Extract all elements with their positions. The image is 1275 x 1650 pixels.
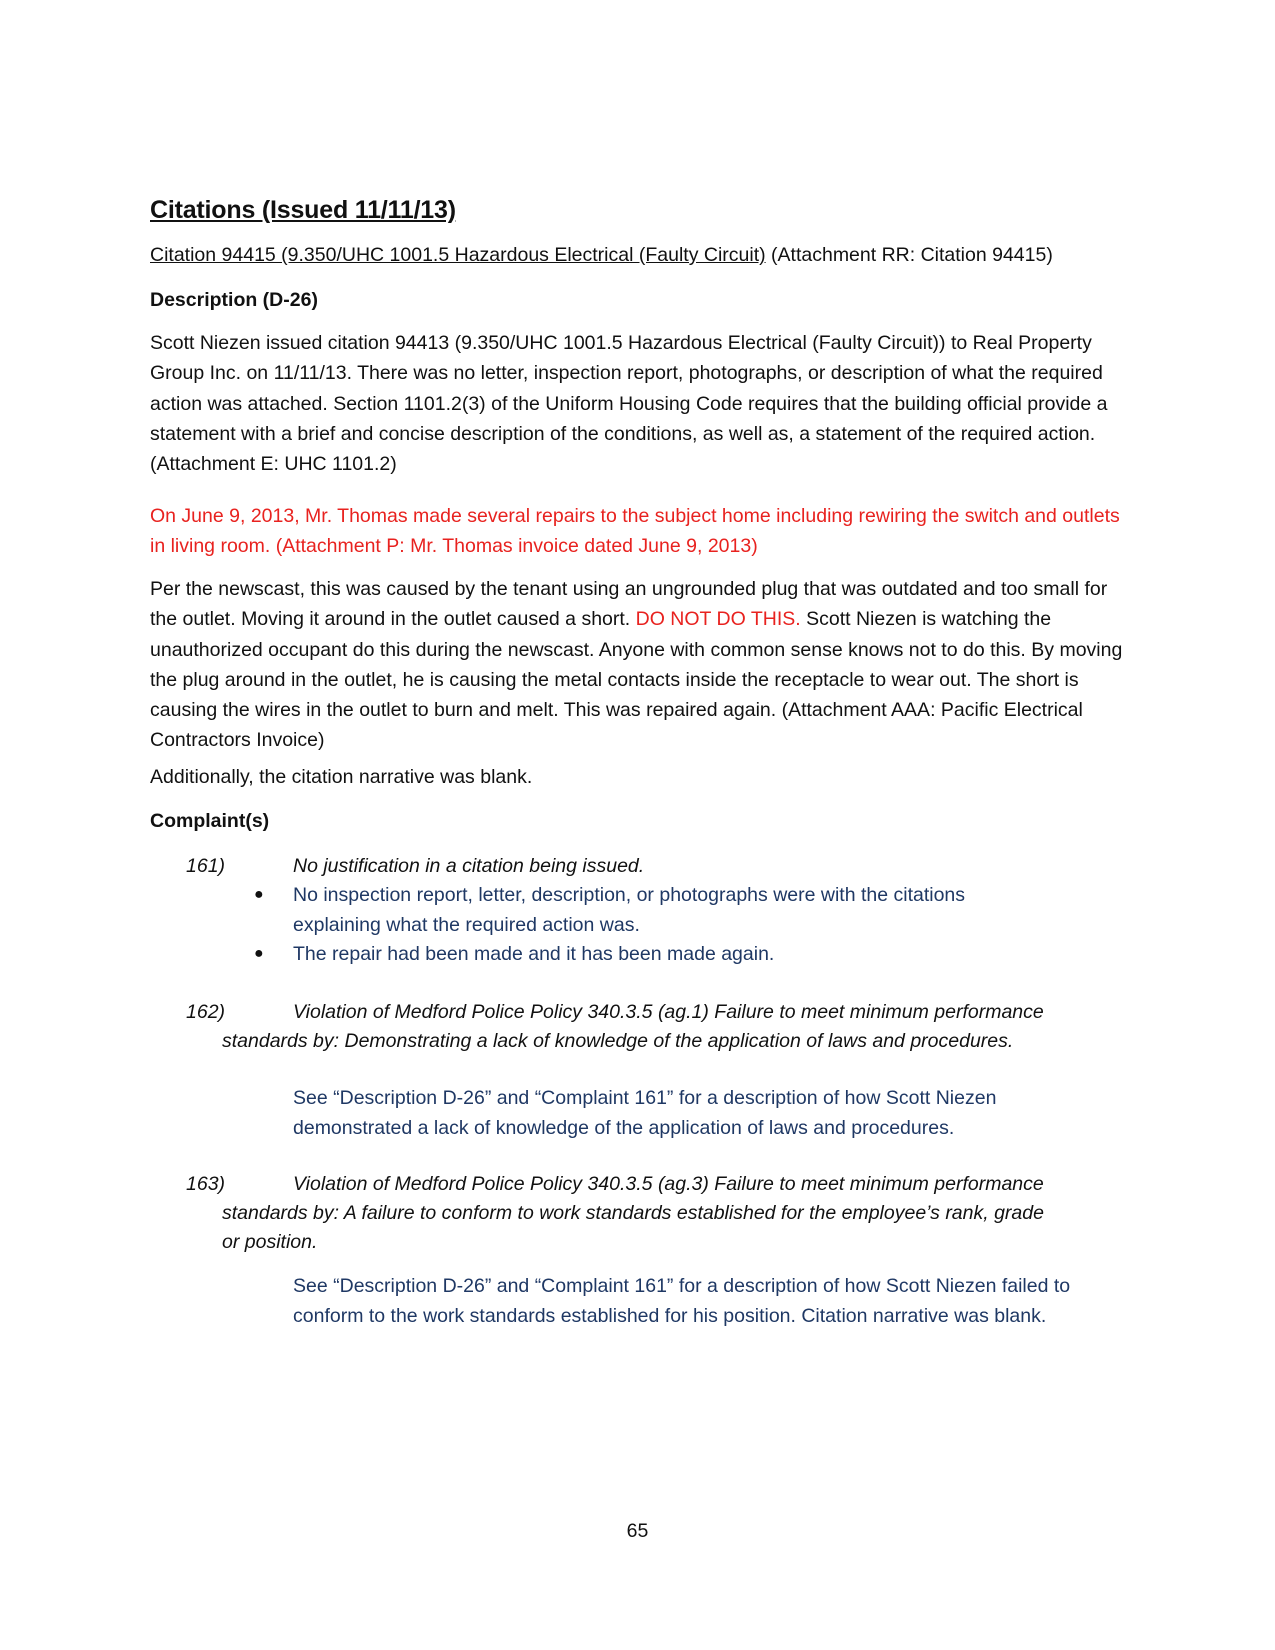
complaint-number: 162) xyxy=(186,1001,226,1023)
additional-note: Additionally, the citation narrative was blank. xyxy=(150,766,533,788)
section-heading: Citations (Issued 11/11/13) xyxy=(150,196,456,224)
complaint-title-line: Violation of Medford Police Policy 340.3.5 (ag.3) Failure to meet minimum performance xyxy=(293,1173,1044,1195)
repair-note-paragraph: On June 9, 2013, Mr. Thomas made several repairs to the subject home including rewiring the switch and outlets in living room. (Attachment P: Mr. Thomas invoice dated June 9, 2013) xyxy=(150,505,1120,558)
complaint-note: See “Description D-26” and “Complaint 161” for a description of how Scott Niezen demonstrated a lack of knowledge of the application of laws and procedures. xyxy=(293,1087,997,1140)
newscast-text-2: Scott Niezen is watching the unauthorized occupant do this during the newscast. Anyone with common sense knows not to do this. By moving the plug around in the outlet, he is causing the metal contacts inside the receptacle to wear out. The short is causing the wires in the outlet to burn and melt. This was repaired again. (Attachment AAA: Pacific Electrical Contractors Invoice) xyxy=(150,608,1123,752)
complaint-note: See “Description D-26” and “Complaint 161” for a description of how Scott Niezen failed to conform to the work standards established for his position. Citation narrative was blank. xyxy=(293,1275,1071,1328)
newscast-paragraph xyxy=(150,574,1125,756)
complaint-bullet: No inspection report, letter, description, or photographs were with the citations explaining what the required action was. xyxy=(293,884,966,937)
complaint-number: 163) xyxy=(186,1173,226,1195)
description-heading: Description (D-26) xyxy=(150,289,318,311)
bullet-icon: ● xyxy=(254,945,264,962)
complaint-title-line: Violation of Medford Police Policy 340.3.5 (ag.1) Failure to meet minimum performance xyxy=(293,1001,1044,1023)
complaints-heading: Complaint(s) xyxy=(150,810,270,832)
complaint-bullet: The repair had been made and it has been made again. xyxy=(293,943,775,965)
citation-title: Citation 94415 (9.350/UHC 1001.5 Hazardous Electrical (Faulty Circuit) xyxy=(150,244,766,266)
bullet-icon: ● xyxy=(254,886,264,903)
complaint-title-line: or position. xyxy=(222,1231,318,1253)
warning-text: DO NOT DO THIS. xyxy=(635,608,801,631)
complaint-title-line: standards by: Demonstrating a lack of knowledge of the application of laws and procedures. xyxy=(222,1030,1014,1052)
complaint-number: 161) xyxy=(186,855,226,877)
complaint-title: No justification in a citation being issued. xyxy=(293,855,645,877)
description-paragraph: Scott Niezen issued citation 94413 (9.350/UHC 1001.5 Hazardous Electrical (Faulty Circuit)) to Real Property Group Inc. on 11/11/13. There was no letter, inspection report, photographs, or description of what the required action was attached. Section 1101.2(3) of the Uniform Housing Code requires that the building official provide a statement with a brief and concise description of the conditions, as well as, a statement of the required action. (Attachment E: UHC 1101.2) xyxy=(150,332,1108,476)
complaint-title-line: standards by: A failure to conform to work standards established for the employee’s rank, grade xyxy=(222,1202,1044,1224)
page-number: 65 xyxy=(626,1520,649,1542)
newscast-text-1: Per the newscast, this was caused by the tenant using an ungrounded plug that was outdated and too small for the outlet. Moving it around in the outlet caused a short. xyxy=(150,578,1108,631)
citation-attachment: (Attachment RR: Citation 94415) xyxy=(765,244,1053,266)
citation-line xyxy=(150,240,1053,270)
